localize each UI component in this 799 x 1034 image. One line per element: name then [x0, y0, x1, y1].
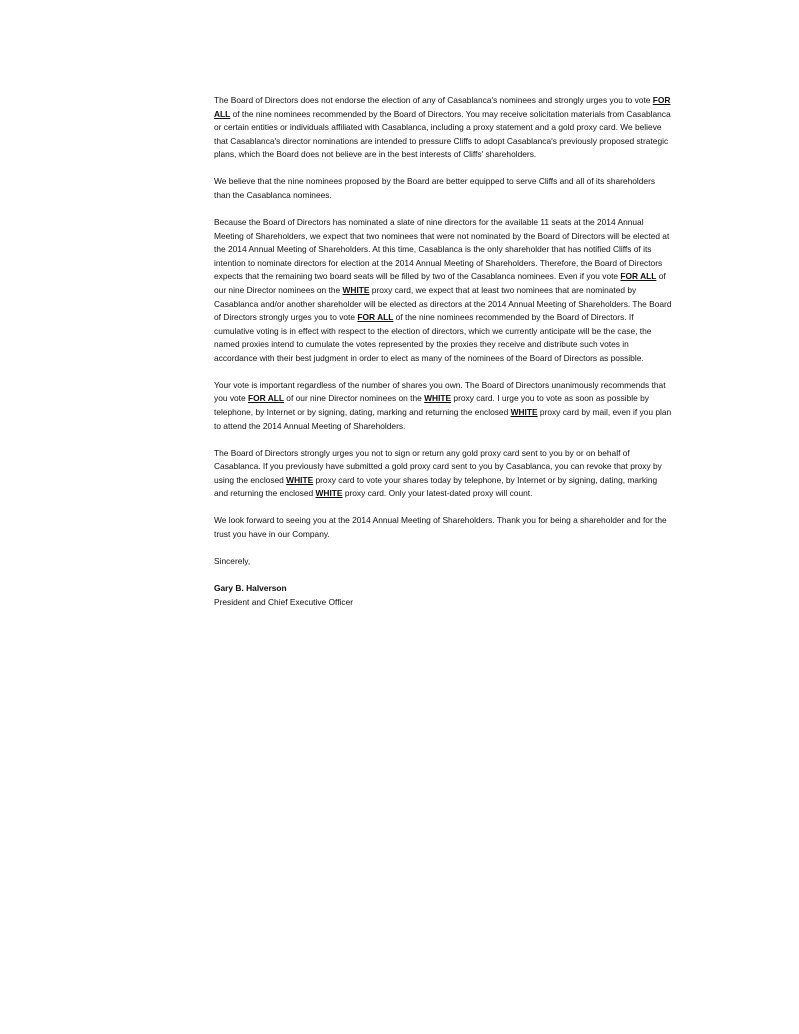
for-all-emphasis: FOR ALL: [357, 312, 394, 323]
text-run: of the nine nominees recommended by the Board of Directors. You may receive solicitation materials from Casablanca or certain entities or individuals affiliated with Casablanca, including a proxy statement and a gold proxy card. We believe that Casablanca's director nominations are intended to pressure Cliffs to adopt Casablanca's previously proposed strategic plans, which the Board does not believe are in the best interests of Cliffs' shareholders.: [214, 108, 671, 160]
text-run: of our nine Director nominees on the: [283, 393, 425, 404]
text-run: proxy card, we expect that at least two nominees that are nominated by Casablanca and/or another shareholder will be elected as directors at the 2014 Annual Meeting of Shareholders. The Board of Directors strongly urges you to vote: [214, 284, 672, 323]
letter-body: [214, 94, 672, 609]
for-all-emphasis: FOR ALL: [214, 95, 671, 119]
text-run: proxy card to vote your shares today by telephone, by Internet or by signing, dating, marking and returning the enclosed: [214, 474, 658, 499]
signer-title: President and Chief Executive Officer: [214, 596, 354, 607]
white-emphasis: WHITE: [510, 407, 538, 418]
text-run: of our nine Director nominees on the: [214, 271, 666, 295]
white-emphasis: WHITE: [342, 284, 370, 295]
paragraph-vote-important: [214, 379, 672, 433]
text-run: Because the Board of Directors has nominated a slate of nine directors for the available 11 seats at the 2014 Annual Meeting of Shareholders, we expect that two nominees that were not nominated by the Board of Directors will be elected at the 2014 Annual Meeting of Shareholders. At this time, Casablanca is the only shareholder that has notified Cliffs of its intention to nominate directors for election at the 2014 Annual Meeting of Shareholders. Therefore, the Board of Directors expects that the remaining two board seats will be filled by two of the Casablanca nominees. Even if you vote: [214, 216, 670, 282]
paragraph-nominees-better: We believe that the nine nominees proposed by the Board are better equipped to serve Cliffs and all of its shareholders than the Casablanca nominees.: [214, 176, 656, 200]
text-run: proxy card. Only your latest-dated proxy will count.: [342, 488, 533, 499]
signer-name: Gary B. Halverson: [214, 582, 287, 593]
white-emphasis: WHITE: [286, 474, 314, 485]
text-run: The Board of Directors strongly urges you not to sign or return any gold proxy card sent to you by or on behalf of Casablanca. If you previously have submitted a gold proxy card sent to you by Casablanca, you can revoke that proxy by using the enclosed: [214, 447, 662, 485]
paragraph-board-seats: [214, 216, 672, 366]
white-emphasis: WHITE: [315, 488, 343, 499]
text-run: proxy card by mail, even if you plan to attend the 2014 Annual Meeting of Shareholders.: [214, 407, 672, 431]
text-run: The Board of Directors does not endorse the election of any of Casablanca's nominees and strongly urges you to vote: [214, 95, 653, 105]
paragraph-gold-proxy: [214, 447, 672, 501]
closing-salutation: Sincerely,: [214, 555, 251, 566]
text-run: proxy card. I urge you to vote as soon as possible by telephone, by Internet or by signing, dating, marking and returning the enclosed: [214, 393, 649, 418]
white-emphasis: WHITE: [424, 393, 452, 404]
paragraph-look-forward: We look forward to seeing you at the 2014 Annual Meeting of Shareholders. Thank you for being a shareholder and for the trust you have in our Company.: [214, 515, 667, 539]
for-all-emphasis: FOR ALL: [620, 271, 657, 282]
paragraph-board-endorsement: [214, 94, 672, 162]
text-run: Your vote is important regardless of the number of shares you own. The Board of Directors unanimously recommends that you vote: [214, 379, 666, 404]
text-run: of the nine nominees recommended by the Board of Directors. If cumulative voting is in effect with respect to the election of directors, which we currently anticipate will be the case, the named proxies intend to cumulate the votes represented by the proxies they receive and distribute such votes in accordance with their best judgment in order to elect as many of the nominees of the Board of Directors as possible.: [214, 312, 652, 363]
for-all-emphasis: FOR ALL: [248, 393, 284, 404]
